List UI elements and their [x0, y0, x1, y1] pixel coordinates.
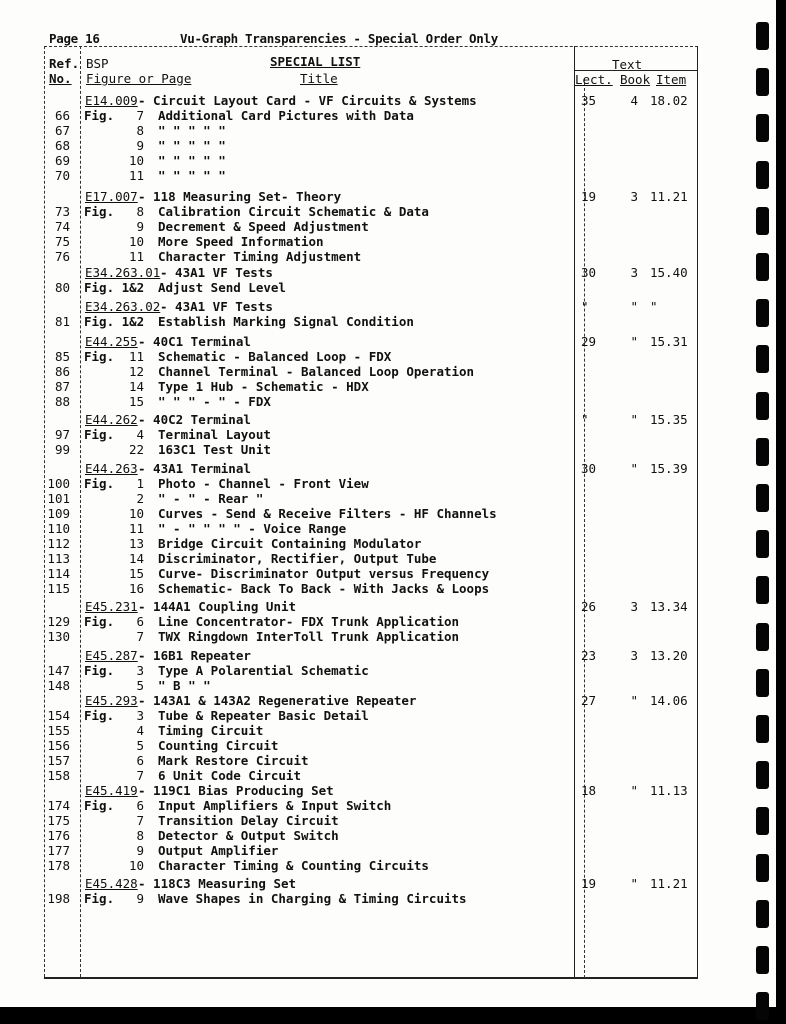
figure-entry-row [0, 349, 700, 364]
section-header-row [0, 693, 700, 708]
figure-number: 13 [128, 536, 144, 551]
figure-label: Fig. [84, 663, 115, 678]
figure-number: 12 [128, 364, 144, 379]
lecture-number: 26 [581, 599, 597, 614]
figure-title: Decrement & Speed Adjustment [158, 219, 369, 234]
item-number: " [650, 299, 658, 314]
figure-title: " " " " " [158, 123, 226, 138]
figure-title: " B " " [158, 678, 211, 693]
figure-entry-row [0, 581, 700, 596]
figure-number: 15 [128, 566, 144, 581]
lecture-number: 35 [581, 93, 597, 108]
figure-number: 2 [136, 491, 144, 506]
bsp-section-code: E45.293 [85, 693, 138, 708]
figure-number: 8 [136, 204, 144, 219]
figure-title: Curves - Send & Receive Filters - HF Channels [158, 506, 497, 521]
lecture-number: 27 [581, 693, 597, 708]
lecture-number: 19 [581, 189, 597, 204]
special-list-title: SPECIAL LIST [270, 54, 361, 69]
ref-number: 178 [47, 858, 70, 873]
figure-label: Fig. [84, 708, 115, 723]
figure-title: Character Timing Adjustment [158, 249, 362, 264]
book-number: 4 [630, 93, 638, 108]
sprocket-hole [756, 900, 769, 928]
figure-entry-row [0, 551, 700, 566]
figure-entry-row [0, 249, 700, 264]
figure-title: TWX Ringdown InterToll Trunk Application [158, 629, 460, 644]
figure-label: Fig. [84, 614, 115, 629]
figure-entry-row [0, 364, 700, 379]
figure-entry-row [0, 614, 700, 629]
section-header-row [0, 783, 700, 798]
figure-entry-row [0, 204, 700, 219]
lecture-number: 30 [581, 461, 597, 476]
section-header-row [0, 648, 700, 663]
figure-number: 8 [136, 828, 144, 843]
sprocket-hole [756, 253, 769, 281]
section-title: - 43A1 Terminal [138, 461, 251, 476]
sprocket-hole [756, 669, 769, 697]
bsp-section-code: E45.419 [85, 783, 138, 798]
ref-number: 147 [47, 663, 70, 678]
figure-entry-row [0, 813, 700, 828]
figure-title: " " " " " [158, 168, 226, 183]
section-header-row [0, 599, 700, 614]
ref-number: 177 [47, 843, 70, 858]
figure-number: 9 [136, 891, 144, 906]
book-number: " [630, 693, 638, 708]
sprocket-hole [756, 68, 769, 96]
book-number: 3 [630, 265, 638, 280]
ref-number: 198 [47, 891, 70, 906]
bsp-section-code: E34.263.01 [85, 265, 161, 280]
figure-title: Photo - Channel - Front View [158, 476, 369, 491]
section-header-row [0, 265, 700, 280]
item-number: 11.13 [650, 783, 688, 798]
figure-title: Schematic - Balanced Loop - FDX [158, 349, 392, 364]
lect-header: Lect. [575, 72, 613, 87]
figure-number: 3 [136, 663, 144, 678]
figure-number: 1 [136, 476, 144, 491]
figure-number: 9 [136, 138, 144, 153]
figure-entry-row [0, 536, 700, 551]
ref-number: 87 [54, 379, 70, 394]
figure-entry-row [0, 280, 700, 295]
ref-number: 112 [47, 536, 70, 551]
sprocket-hole [756, 807, 769, 835]
bsp-section-code: E44.263 [85, 461, 138, 476]
figure-title: Mark Restore Circuit [158, 753, 309, 768]
text-group-header: Text [612, 57, 643, 72]
bsp-header: BSP [86, 56, 109, 71]
figure-title: Character Timing & Counting Circuits [158, 858, 429, 873]
sprocket-hole [756, 161, 769, 189]
figure-entry-row [0, 379, 700, 394]
item-header: Item [656, 72, 687, 87]
figure-entry-row [0, 123, 700, 138]
ref-number: 158 [47, 768, 70, 783]
ref-number: 97 [54, 427, 70, 442]
figure-entry-row [0, 891, 700, 906]
item-number: 11.21 [650, 189, 688, 204]
figure-number: 4 [136, 427, 144, 442]
figure-entry-row [0, 219, 700, 234]
film-sprocket-strip [756, 0, 772, 1007]
ref-number: 115 [47, 581, 70, 596]
figure-number: 7 [136, 768, 144, 783]
figure-label: Fig. [84, 891, 115, 906]
figure-number: 10 [128, 234, 144, 249]
lecture-number: " [581, 412, 589, 427]
text-group-rule [575, 70, 697, 71]
figure-entry-row [0, 678, 700, 693]
item-number: 15.39 [650, 461, 688, 476]
figure-number: 10 [128, 153, 144, 168]
lecture-number: 29 [581, 334, 597, 349]
item-number: 13.34 [650, 599, 688, 614]
figure-number: 11 [128, 168, 144, 183]
figure-number: 5 [136, 738, 144, 753]
sprocket-hole [756, 854, 769, 882]
section-title: - 118C3 Measuring Set [138, 876, 297, 891]
figure-number: 9 [136, 843, 144, 858]
figure-title: Bridge Circuit Containing Modulator [158, 536, 422, 551]
ref-number: 99 [54, 442, 70, 457]
ref-number: 70 [54, 168, 70, 183]
ref-number: 85 [54, 349, 70, 364]
figure-entry-row [0, 858, 700, 873]
figure-title: Type A Polarential Schematic [158, 663, 369, 678]
figure-entry-row [0, 566, 700, 581]
ref-number: 66 [54, 108, 70, 123]
book-number: " [630, 783, 638, 798]
figure-number: 14 [128, 379, 144, 394]
section-title: - 119C1 Bias Producing Set [138, 783, 334, 798]
section-header-row [0, 93, 700, 108]
section-header-row [0, 876, 700, 891]
ref-number: 176 [47, 828, 70, 843]
ref-number: 86 [54, 364, 70, 379]
figure-entry-row [0, 394, 700, 409]
page-number: Page 16 [49, 31, 100, 46]
ref-number: 156 [47, 738, 70, 753]
figure-label: Fig. [84, 427, 115, 442]
book-number: 3 [630, 189, 638, 204]
figure-title: Line Concentrator- FDX Trunk Application [158, 614, 460, 629]
bsp-section-code: E45.231 [85, 599, 138, 614]
figure-title: 6 Unit Code Circuit [158, 768, 301, 783]
figure-entry-row [0, 629, 700, 644]
figure-number: 11 [128, 349, 144, 364]
figure-title: Terminal Layout [158, 427, 271, 442]
figure-number: 3 [136, 708, 144, 723]
section-header-row [0, 461, 700, 476]
figure-label: Fig. 1&2 [84, 280, 145, 295]
sprocket-hole [756, 623, 769, 651]
figure-entry-row [0, 442, 700, 457]
figure-entry-row [0, 476, 700, 491]
ref-number: 110 [47, 521, 70, 536]
bsp-section-code: E14.009 [85, 93, 138, 108]
ref-number: 73 [54, 204, 70, 219]
figure-number: 7 [136, 629, 144, 644]
figure-entry-row [0, 153, 700, 168]
figure-title: " " " " " [158, 138, 226, 153]
figure-title: 163C1 Test Unit [158, 442, 271, 457]
sprocket-hole [756, 345, 769, 373]
item-number: 11.21 [650, 876, 688, 891]
figure-title: Timing Circuit [158, 723, 264, 738]
figure-entry-row [0, 798, 700, 813]
figure-number: 14 [128, 551, 144, 566]
section-title: - Circuit Layout Card - VF Circuits & Systems [138, 93, 477, 108]
item-number: 18.02 [650, 93, 688, 108]
figure-number: 6 [136, 798, 144, 813]
ref-number: 68 [54, 138, 70, 153]
lecture-number: 30 [581, 265, 597, 280]
sprocket-hole [756, 484, 769, 512]
ref-header-1: Ref. [49, 56, 80, 71]
ref-number: 74 [54, 219, 70, 234]
figure-title: Output Amplifier [158, 843, 279, 858]
book-number: " [630, 334, 638, 349]
ref-number: 114 [47, 566, 70, 581]
book-number: 3 [630, 599, 638, 614]
bsp-section-code: E45.287 [85, 648, 138, 663]
book-number: " [630, 412, 638, 427]
figure-label: Fig. [84, 476, 115, 491]
figure-entry-row [0, 663, 700, 678]
figure-number: 10 [128, 506, 144, 521]
figure-number: 16 [128, 581, 144, 596]
scan-edge [776, 0, 786, 1024]
ref-number: 67 [54, 123, 70, 138]
book-number: 3 [630, 648, 638, 663]
figure-title: Tube & Repeater Basic Detail [158, 708, 369, 723]
figure-number: 6 [136, 614, 144, 629]
sprocket-hole [756, 992, 769, 1020]
ref-number: 75 [54, 234, 70, 249]
figure-title: " " " - " - FDX [158, 394, 271, 409]
ref-number: 109 [47, 506, 70, 521]
figure-number: 8 [136, 123, 144, 138]
figure-title: " - " - Rear " [158, 491, 264, 506]
sprocket-hole [756, 576, 769, 604]
book-header: Book [620, 72, 651, 87]
section-header-row [0, 334, 700, 349]
sprocket-hole [756, 114, 769, 142]
document-title: Vu-Graph Transparencies - Special Order Only [180, 31, 498, 46]
ref-number: 81 [54, 314, 70, 329]
section-title: - 40C2 Terminal [138, 412, 251, 427]
figure-number: 9 [136, 219, 144, 234]
item-number: 15.35 [650, 412, 688, 427]
figure-entry-row [0, 506, 700, 521]
item-number: 15.31 [650, 334, 688, 349]
section-title: - 40C1 Terminal [138, 334, 251, 349]
figure-number: 11 [128, 521, 144, 536]
ref-header-2: No. [49, 71, 72, 86]
ref-number: 88 [54, 394, 70, 409]
figure-title: Discriminator, Rectifier, Output Tube [158, 551, 437, 566]
section-title: - 143A1 & 143A2 Regenerative Repeater [138, 693, 417, 708]
title-header: Title [300, 71, 338, 86]
figure-title: " " " " " [158, 153, 226, 168]
figure-number: 10 [128, 858, 144, 873]
figure-number: 11 [128, 249, 144, 264]
section-header-row [0, 412, 700, 427]
figure-title: Type 1 Hub - Schematic - HDX [158, 379, 369, 394]
book-number: " [630, 876, 638, 891]
sprocket-hole [756, 715, 769, 743]
figure-title: Counting Circuit [158, 738, 279, 753]
figure-entry-row [0, 708, 700, 723]
figure-number: 4 [136, 723, 144, 738]
ref-number: 76 [54, 249, 70, 264]
figure-entry-row [0, 491, 700, 506]
ref-number: 129 [47, 614, 70, 629]
figure-label: Fig. 1&2 [84, 314, 145, 329]
ref-number: 113 [47, 551, 70, 566]
sprocket-hole [756, 22, 769, 50]
figure-number: 7 [136, 108, 144, 123]
bsp-section-code: E17.007 [85, 189, 138, 204]
lecture-number: 18 [581, 783, 597, 798]
figure-label: Fig. [84, 108, 115, 123]
figure-entry-row [0, 168, 700, 183]
figure-title: Detector & Output Switch [158, 828, 339, 843]
bsp-section-code: E44.262 [85, 412, 138, 427]
lecture-number: 23 [581, 648, 597, 663]
ref-number: 157 [47, 753, 70, 768]
figure-entry-row [0, 723, 700, 738]
ref-number: 148 [47, 678, 70, 693]
figure-entry-row [0, 768, 700, 783]
figure-entry-row [0, 738, 700, 753]
figure-label: Fig. [84, 204, 115, 219]
figure-entry-row [0, 753, 700, 768]
figure-number: 22 [128, 442, 144, 457]
ref-number: 69 [54, 153, 70, 168]
figure-number: 6 [136, 753, 144, 768]
bsp-section-code: E34.263.02 [85, 299, 161, 314]
sprocket-hole [756, 946, 769, 974]
sprocket-hole [756, 392, 769, 420]
book-number: " [630, 461, 638, 476]
ref-number: 154 [47, 708, 70, 723]
figure-title: Calibration Circuit Schematic & Data [158, 204, 429, 219]
figure-label: Fig. [84, 349, 115, 364]
figure-title: Transition Delay Circuit [158, 813, 339, 828]
section-header-row [0, 189, 700, 204]
sprocket-hole [756, 438, 769, 466]
figure-or-page-header: Figure or Page [86, 71, 192, 86]
figure-title: " - " " " " - Voice Range [158, 521, 347, 536]
bsp-section-code: E45.428 [85, 876, 138, 891]
figure-entry-row [0, 234, 700, 249]
figure-entry-row [0, 521, 700, 536]
sprocket-hole [756, 207, 769, 235]
figure-entry-row [0, 108, 700, 123]
item-number: 14.06 [650, 693, 688, 708]
section-title: - 43A1 VF Tests [160, 265, 273, 280]
ref-number: 80 [54, 280, 70, 295]
ref-number: 175 [47, 813, 70, 828]
figure-title: Curve- Discriminator Output versus Frequency [158, 566, 490, 581]
section-title: - 144A1 Coupling Unit [138, 599, 297, 614]
section-title: - 118 Measuring Set- Theory [138, 189, 342, 204]
figure-title: Establish Marking Signal Condition [158, 314, 414, 329]
section-title: - 43A1 VF Tests [160, 299, 273, 314]
ref-number: 155 [47, 723, 70, 738]
figure-title: Schematic- Back To Back - With Jacks & Loops [158, 581, 490, 596]
ref-number: 174 [47, 798, 70, 813]
figure-number: 5 [136, 678, 144, 693]
figure-title: Wave Shapes in Charging & Timing Circuits [158, 891, 467, 906]
sprocket-hole [756, 530, 769, 558]
figure-number: 15 [128, 394, 144, 409]
figure-entry-row [0, 314, 700, 329]
figure-entry-row [0, 138, 700, 153]
figure-entry-row [0, 843, 700, 858]
section-title: - 16B1 Repeater [138, 648, 251, 663]
item-number: 15.40 [650, 265, 688, 280]
ref-number: 130 [47, 629, 70, 644]
section-header-row [0, 299, 700, 314]
figure-title: More Speed Information [158, 234, 324, 249]
item-number: 13.20 [650, 648, 688, 663]
figure-entry-row [0, 828, 700, 843]
figure-title: Channel Terminal - Balanced Loop Operation [158, 364, 475, 379]
lecture-number: 19 [581, 876, 597, 891]
ref-number: 101 [47, 491, 70, 506]
book-number: " [630, 299, 638, 314]
figure-number: 7 [136, 813, 144, 828]
figure-title: Input Amplifiers & Input Switch [158, 798, 392, 813]
sprocket-hole [756, 761, 769, 789]
figure-title: Additional Card Pictures with Data [158, 108, 414, 123]
sprocket-hole [756, 299, 769, 327]
ref-number: 100 [47, 476, 70, 491]
lecture-number: " [581, 299, 589, 314]
bsp-section-code: E44.255 [85, 334, 138, 349]
figure-title: Adjust Send Level [158, 280, 286, 295]
figure-entry-row [0, 427, 700, 442]
figure-label: Fig. [84, 798, 115, 813]
